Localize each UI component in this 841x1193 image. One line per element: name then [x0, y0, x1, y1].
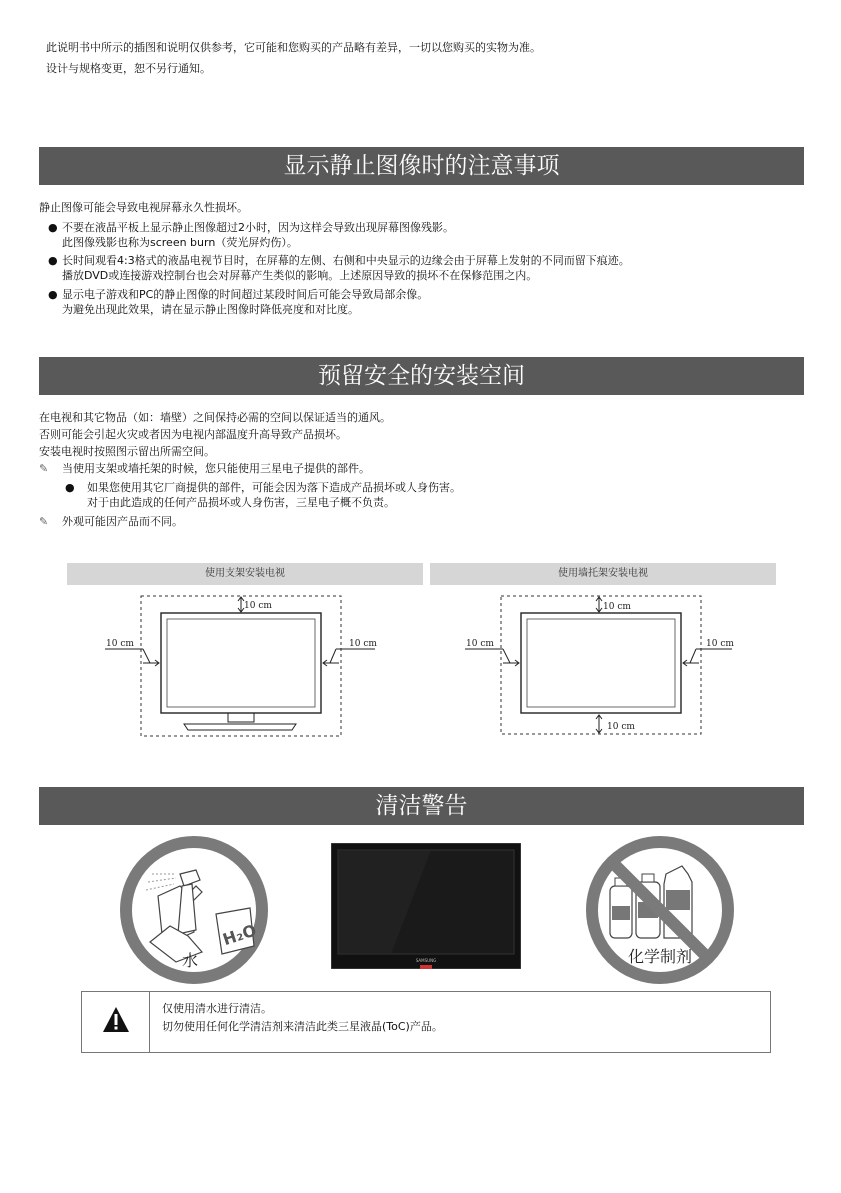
section-title-still-image: 显示静止图像时的注意事项 [39, 147, 804, 185]
tv-frame [521, 613, 681, 713]
wall-install-label: 使用墙托架安装电视 [430, 563, 776, 585]
right-dimension-label: 10 cm [349, 639, 377, 649]
water-cleaning-icon [118, 834, 270, 986]
install-intro-3: 安装电视时按照图示留出所需空间。 [39, 445, 215, 458]
no-chemical-icon [584, 834, 736, 986]
warning-line-2: 切勿使用任何化学清洁剂来清洁此类三星液晶(ToC)产品。 [162, 1020, 443, 1033]
cleaning-warning-box [81, 991, 771, 1053]
warning-line-1: 仅使用清水进行清洁。 [162, 1002, 272, 1015]
top-dimension-label: 10 cm [244, 601, 272, 611]
chemical-label: 化学制剂 [628, 947, 693, 966]
bullet-dot-icon: ● [65, 481, 75, 494]
water-label: 水 [182, 951, 199, 970]
install-intro-1: 在电视和其它物品（如：墙壁）之间保持必需的空间以保证适当的通风。 [39, 411, 391, 424]
tv-stand-base [184, 724, 296, 730]
stand-install-label: 使用支架安装电视 [67, 563, 423, 585]
tv-stand-neck [228, 713, 254, 722]
pencil-note-icon: ✎ [39, 515, 49, 528]
tv-product-image [331, 843, 521, 969]
warning-triangle-icon [102, 1006, 130, 1034]
bottom-dimension-label: 10 cm [607, 722, 635, 732]
install-intro-2: 否则可能会引起火灾或者因为电视内部温度升高导致产品损坏。 [39, 428, 347, 441]
bullet-dot-icon: ● [48, 288, 58, 301]
warning-divider [149, 992, 150, 1052]
wall-install-diagram [460, 590, 750, 738]
section-title-cleaning: 清洁警告 [39, 787, 804, 825]
h2o-label: H₂O [220, 920, 259, 950]
top-dimension-label: 10 cm [603, 602, 631, 612]
tv-power-led [420, 965, 432, 969]
left-dimension-label: 10 cm [466, 639, 494, 649]
section-title-install-space: 预留安全的安装空间 [39, 357, 804, 395]
tv-frame [161, 613, 321, 713]
right-dimension-label: 10 cm [706, 639, 734, 649]
notice-line-2: 设计与规格变更，恕不另行通知。 [46, 62, 211, 75]
still-image-intro: 静止图像可能会导致电视屏幕永久性损坏。 [39, 201, 248, 214]
notice-line-1: 此说明书中所示的插图和说明仅供参考，它可能和您购买的产品略有差异，一切以您购买的实物为准。 [46, 41, 541, 54]
bullet-dot-icon: ● [48, 254, 58, 267]
pencil-note-icon: ✎ [39, 462, 49, 475]
tv-brand-logo: SAMSUNG [415, 958, 437, 963]
left-dimension-label: 10 cm [106, 639, 134, 649]
bullet-dot-icon: ● [48, 221, 58, 234]
stand-install-diagram [100, 590, 390, 738]
